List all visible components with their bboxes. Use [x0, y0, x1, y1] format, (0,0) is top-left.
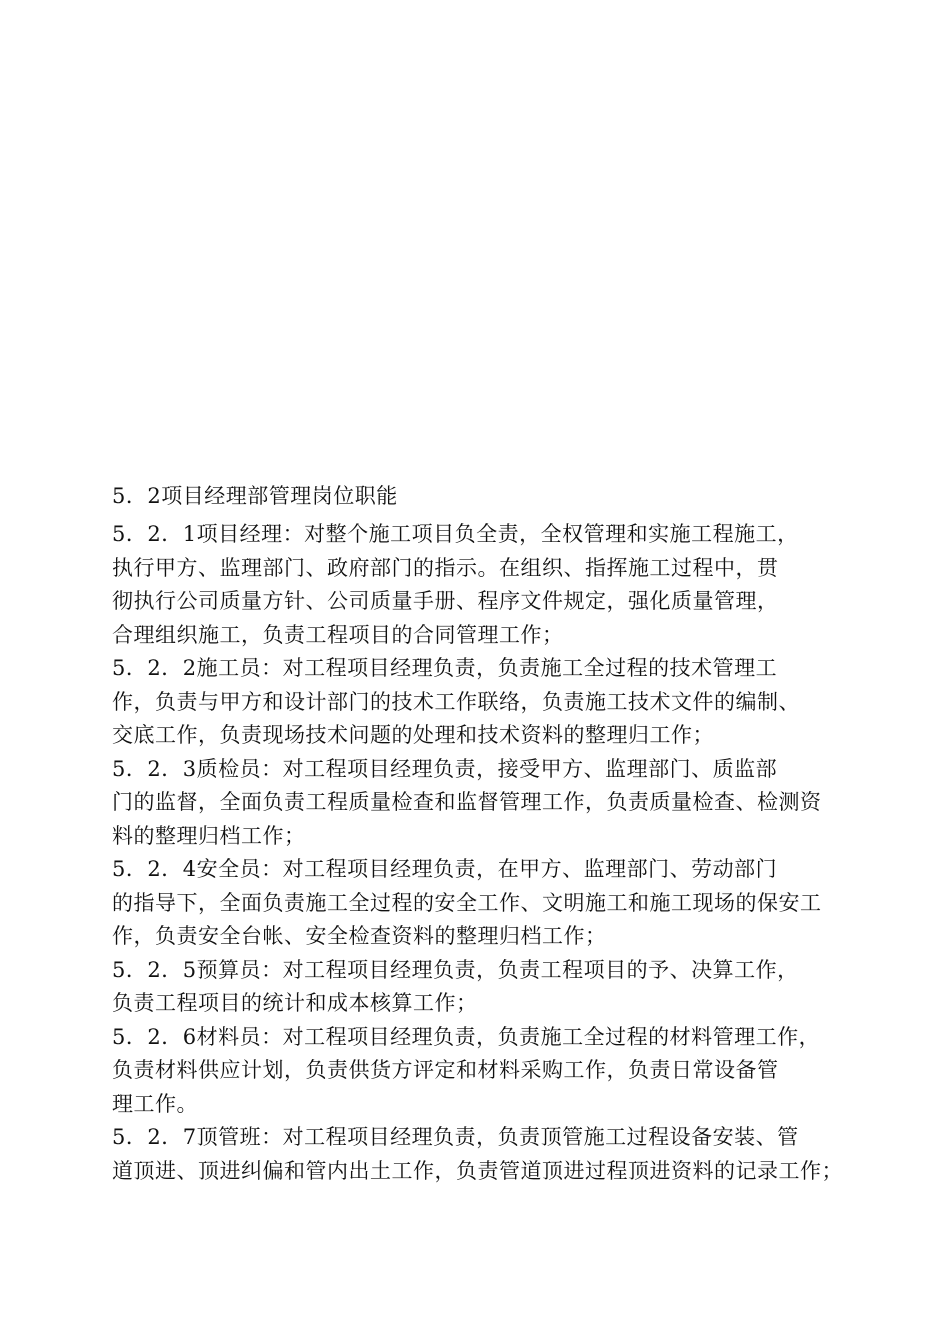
paragraph-materials-officer — [112, 1021, 872, 1122]
paragraph-line: 门的监督，全面负责工程质量检查和监督管理工作，负责质量检查、检测资 — [112, 790, 822, 814]
paragraph-safety-officer — [112, 853, 872, 954]
paragraph-project-manager — [112, 518, 872, 652]
paragraph-line: 彻执行公司质量方针、公司质量手册、程序文件规定，强化质量管理， — [112, 589, 779, 613]
paragraph-construction-officer — [112, 652, 872, 753]
paragraph-line: 5．2．4安全员：对工程项目经理负责，在甲方、监理部门、劳动部门 — [112, 857, 778, 881]
document-body — [112, 478, 872, 1188]
paragraph-line: 作，负责与甲方和设计部门的技术工作联络，负责施工技术文件的编制、 — [112, 689, 800, 714]
paragraph-line: 执行甲方、监理部门、政府部门的指示。在组织、指挥施工过程中，贯 — [112, 555, 779, 580]
paragraph-line: 5．2．3质检员：对工程项目经理负责，接受甲方、监理部门、质监部 — [112, 756, 778, 781]
paragraph-line: 合理组织施工，负责工程项目的合同管理工作； — [112, 622, 564, 647]
paragraph-line: 的指导下，全面负责施工全过程的安全工作、文明施工和施工现场的保安工 — [112, 890, 822, 915]
paragraph-line: 负责工程项目的统计和成本核算工作； — [112, 991, 478, 1015]
paragraph-line: 5．2．7顶管班：对工程项目经理负责，负责顶管施工过程设备安装、管 — [112, 1125, 799, 1149]
paragraph-line: 理工作。 — [112, 1091, 198, 1116]
paragraph-line: 作，负责安全台帐、安全检查资料的整理归档工作； — [112, 924, 607, 948]
paragraph-line: 5．2．2施工员：对工程项目经理负责，负责施工全过程的技术管理工 — [112, 656, 778, 680]
paragraph-line: 5．2．6材料员：对工程项目经理负责，负责施工全过程的材料管理工作， — [112, 1024, 821, 1049]
paragraph-line: 料的整理归档工作； — [112, 823, 306, 848]
paragraph-pipe-jacking-team — [112, 1121, 872, 1188]
paragraph-line: 交底工作，负责现场技术问题的处理和技术资料的整理归工作； — [112, 723, 714, 747]
paragraph-line: 负责材料供应计划，负责供货方评定和材料采购工作，负责日常设备管 — [112, 1058, 779, 1082]
paragraph-quality-inspector — [112, 753, 872, 854]
paragraph-line: 道顶进、顶进纠偏和管内出土工作，负责管道顶进过程顶进资料的记录工作； — [112, 1158, 843, 1183]
paragraph-budget-officer — [112, 954, 872, 1021]
section-title: 5．2项目经理部管理岗位职能 — [112, 484, 398, 508]
paragraph-line: 5．2．5预算员：对工程项目经理负责，负责工程项目的予、决算工作， — [112, 957, 799, 982]
paragraph-line: 5．2．1项目经理：对整个施工项目负全责，全权管理和实施工程施工， — [112, 522, 799, 546]
